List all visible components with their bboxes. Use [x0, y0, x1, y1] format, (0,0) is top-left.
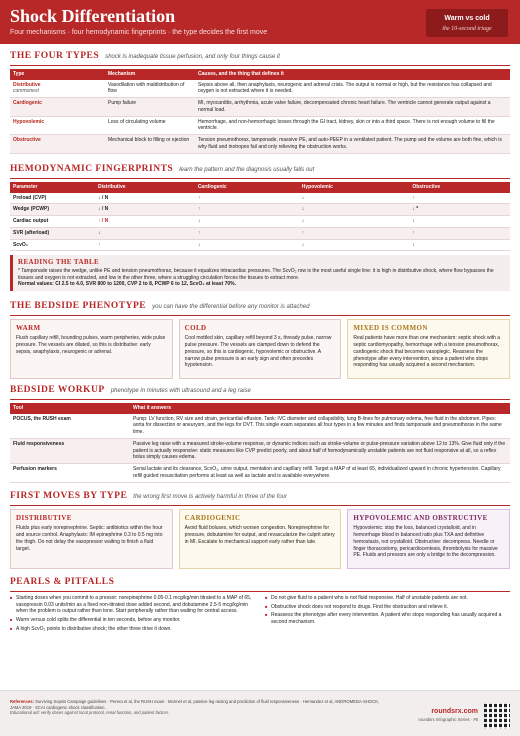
- table-row: [10, 438, 510, 463]
- arrow-cell: ↑: [195, 193, 299, 204]
- tool-cell: POCUS, the RUSH exam: [10, 414, 130, 439]
- card-title: HYPOVOLEMIC AND OBSTRUCTIVE: [353, 513, 488, 522]
- table-row: [10, 239, 510, 251]
- table-row: [10, 216, 510, 228]
- causes-cell: Hemorrhage, and non-hemorrhagic losses through the GI tract, kidney, skin or into a third space. There is not enough volume to fill the ventricle.: [195, 116, 510, 135]
- mixed-card: [347, 319, 510, 379]
- type-cell: Cardiogenic: [10, 98, 105, 117]
- arrow-cell: ↑: [299, 227, 410, 239]
- table-row: [10, 116, 510, 135]
- table-row: [10, 204, 510, 216]
- type-cell: Hypovolemic: [10, 116, 105, 135]
- table-row: [10, 227, 510, 239]
- arrow-cell: ↑: [409, 193, 510, 204]
- arrow-cell: ↑: [409, 227, 510, 239]
- answer-cell: Serial lactate and its clearance, ScvO₂, urine output, mentation and capillary refill. Target a MAP of at least 65, individualized upward in chronic hypertension. Capillary refill guided resuscitation performs at least as well as lactate and is available everywhere.: [130, 464, 510, 483]
- mechanism-cell: Vasodilation with maldistribution of flow: [105, 80, 195, 98]
- hypovolemic-obstructive-card: [347, 509, 510, 569]
- reading-heading: READING THE TABLE: [18, 258, 100, 267]
- arrow-cell: ↑: [195, 227, 299, 239]
- four-types-heading: THE FOUR TYPES: [10, 51, 100, 61]
- phenotype-heading: THE BEDSIDE PHENOTYPE: [10, 301, 147, 311]
- pearls-left-list: [10, 595, 255, 635]
- arrow-cell: ↓: [299, 239, 410, 251]
- table-row: [10, 80, 510, 98]
- col-header: Hypovolemic: [299, 182, 410, 193]
- fingerprints-section: [10, 163, 510, 291]
- card-text: Cool mottled skin, capillary refill beyond 3 s, thready pulse, narrow pulse pressure. The vessels are clamped down to defend the pressure, so this is cardiogenic, hypovolemic or obstructive. A narrow pulse pressure is an early sign and often precedes hypotension.: [184, 335, 332, 369]
- type-cell: Obstructive: [10, 135, 105, 154]
- normal-values: Normal values: CI 2.5 to 4.0, SVR 800 to 1200, CVP 2 to 8, PCWP 6 to 12, ScvO₂ at least 70%.: [18, 281, 236, 288]
- workup-table: [10, 403, 510, 483]
- col-header: Cardiogenic: [195, 182, 299, 193]
- table-row: [10, 98, 510, 117]
- card-title: CARDIOGENIC: [184, 513, 241, 522]
- mechanism-cell: Pump failure: [105, 98, 195, 117]
- badge-subtitle: the 10-second triage: [442, 26, 492, 33]
- col-header: Causes, and the thing that defines it: [195, 69, 510, 80]
- list-item: ■ A high ScvO₂ points to distributive shock; the other three drive it down.: [10, 626, 255, 633]
- cold-card: [179, 319, 342, 379]
- col-header: Type: [10, 69, 105, 80]
- arrow-cell: ↓: [409, 216, 510, 228]
- card-title: DISTRIBUTIVE: [16, 513, 72, 522]
- arrow-cell: ↓: [299, 204, 410, 216]
- causes-cell: MI, myocarditis, arrhythmia, acute valve failure, decompensated chronic heart failure. The ventricle cannot generate output against a normal load.: [195, 98, 510, 117]
- references-text: Surviving Sepsis Campaign guidelines · Perera et al, the RUSH exam · Monnet et al, passive leg raising and prediction of fluid responsiveness · Hernandez et al, ANDROMEDA-SHOCK, JAMA 2019 · SCAI cardiogenic shock classification.: [10, 699, 380, 710]
- param-cell: SVR (afterload): [10, 227, 95, 239]
- badge-title: Warm vs cold: [444, 15, 490, 22]
- page-title: Shock Differentiation: [10, 6, 176, 26]
- fingerprints-heading: HEMODYNAMIC FINGERPRINTS: [10, 164, 174, 174]
- param-cell: Cardiac output: [10, 216, 95, 228]
- tool-cell: Perfusion markers: [10, 464, 130, 483]
- col-header: What it answers: [130, 403, 510, 414]
- card-title: MIXED IS COMMON: [353, 323, 428, 332]
- card-text: Fluids plus early norepinephrine. Septic: antibiotics within the hour and source control. Anaphylaxis: IM epinephrine 0.3 to 0.5 mg into the thigh. Do not delay the vasopressor waiting to finish a fluid target.: [16, 525, 163, 552]
- pearls-section: [10, 576, 510, 635]
- col-header: Distributive: [95, 182, 195, 193]
- arrow-cell: ↓: [195, 216, 299, 228]
- workup-heading: BEDSIDE WORKUP: [10, 385, 105, 395]
- qr-code-icon: [484, 703, 510, 729]
- arrow-cell: ↓: [299, 193, 410, 204]
- workup-note: phenotype in minutes with ultrasound and a leg raise: [110, 388, 251, 394]
- distributive-card: [10, 509, 173, 569]
- arrow-cell: ↓ / N: [95, 204, 195, 216]
- card-text: Avoid fluid boluses, which worsen congestion. Norepinephrine for pressure, dobutamine for output, and revascularize the culprit artery in MI. Escalate to mechanical support early rather than late.: [184, 525, 335, 545]
- answer-cell: Passive leg raise with a measured stroke-volume response, or dynamic indices such as stroke-volume or pulse-pressure variation above 12 to 13%. Give fluid only if the patient is actually responsive: static measures like CVP predict poorly, and about half of hemodynamically unstable patients are not fluid responsive at all, so a reflex bolus simply causes edema.: [130, 438, 510, 463]
- list-item: ■ Warm versus cold splits the differential in ten seconds, before any monitor.: [10, 617, 255, 624]
- first-moves-heading: FIRST MOVES BY TYPE: [10, 491, 128, 501]
- card-text: Hypovolemic: stop the loss, balanced crystalloid, and in hemorrhage blood in balanced ratio plus TXA and definitive hemostasis, not crystalloid. Obstructive: decompress. Needle or finger thoracostomy, pericardiocentesis, thrombolysis for massive PE. Fluids and pressors are only a bridge to the decompression.: [353, 525, 498, 559]
- causes-cell: Tension pneumothorax, tamponade, massive PE, and auto-PEEP in a ventilated patient. The pump and the volume are both fine, which is why fluid and inotropes fail and only relieving the obstruction works.: [195, 135, 510, 154]
- first-moves-note: the wrong first move is actively harmful in three of the four: [133, 494, 288, 500]
- series-label: roundsrx Infographic Series · #8: [418, 717, 478, 722]
- arrow-cell: ↑: [95, 239, 195, 251]
- list-item: ■ Do not give fluid to a patient who is not fluid responsive. Half of unstable patients are not.: [265, 595, 510, 602]
- col-header: Obstructive: [409, 182, 510, 193]
- type-cell: Distributive commonest: [10, 80, 105, 98]
- arrow-cell: ↓: [95, 227, 195, 239]
- tool-cell: Fluid responsiveness: [10, 438, 130, 463]
- first-moves-section: [10, 490, 510, 569]
- card-text: Flush capillary refill, bounding pulses, warm peripheries, wide pulse pressure. The vessels are dilated, so this is distributive: early sepsis, anaphylaxis, neurogenic or adrenal.: [16, 335, 166, 355]
- page-header: [0, 0, 520, 44]
- warm-card: [10, 319, 173, 379]
- arrow-cell: ↑: [195, 204, 299, 216]
- fingerprints-note: learn the pattern and the diagnosis usually falls out: [179, 167, 315, 173]
- arrow-cell: ↑ / N: [95, 216, 195, 228]
- col-header: Tool: [10, 403, 130, 414]
- col-header: Mechanism: [105, 69, 195, 80]
- cardiogenic-card: [179, 509, 342, 569]
- param-cell: Preload (CVP): [10, 193, 95, 204]
- phenotype-section: [10, 300, 510, 379]
- card-title: WARM: [16, 323, 41, 332]
- disclaimer: Educational aid: verify doses against local protocol, renal function, and patient factors.: [10, 710, 170, 716]
- param-cell: ScvO₂: [10, 239, 95, 251]
- list-item: ■ Starting doses when you commit to a pressor: norepinephrine 0.05-0.1 mcg/kg/min titrated to a MAP of 65, vasopressin 0.03 units/min as a fixed non-titrated dose added second, and dobutamine 2.5-5 mcg/kg/min when the problem is output rather than tone. Start peripherally rather than waiting for central access.: [10, 595, 255, 615]
- phenotype-note: you can have the differential before any monitor is attached: [152, 304, 310, 310]
- page-footer: [0, 690, 520, 736]
- param-cell: Wedge (PCWP): [10, 204, 95, 216]
- reading-note: [10, 255, 510, 291]
- table-row: [10, 135, 510, 154]
- four-types-table: [10, 69, 510, 154]
- arrow-cell: ↓ / N: [95, 193, 195, 204]
- triage-badge: [426, 9, 508, 37]
- table-row: [10, 414, 510, 439]
- answer-cell: Pump: LV function, RV size and strain, pericardial effusion. Tank: IVC diameter and collapsibility, lung B-lines for pulmonary edema, free fluid in the abdomen. Pipes: aorta for dissection or aneurysm, and the legs for DVT. This single exam separates all four types in a few minutes and finds tamponade and pneumothorax in the same time.: [130, 414, 510, 439]
- arrow-cell: ↓: [299, 216, 410, 228]
- four-types-note: shock is inadequate tissue perfusion, and only four things cause it: [105, 54, 280, 60]
- causes-cell: Sepsis above all, then anaphylaxis, neurogenic and adrenal crisis. The output is normal or high, but the resistance has collapsed and oxygen is not extracted where it is needed.: [195, 80, 510, 98]
- mechanism-cell: Loss of circulating volume: [105, 116, 195, 135]
- arrow-cell: ↓ *: [409, 204, 510, 216]
- list-item: ■ Obstructive shock does not respond to drugs. Find the obstruction and relieve it.: [265, 604, 510, 611]
- reading-text: * Tamponade raises the wedge, unlike PE and tension pneumothorax, because it equalizes intracardiac pressures. The ScvO₂ row is the most useful single line: it is high in distributive shock, where flow bypasses the tissues and oxygen is not extracted, and low in the other three, where a struggling circulation forces the tissues to extract more.: [18, 267, 494, 281]
- pearls-right-list: [265, 595, 510, 635]
- pearls-heading: PEARLS & PITFALLS: [10, 577, 115, 587]
- arrow-cell: ↓: [409, 239, 510, 251]
- list-item: ■ Reassess the phenotype after every intervention. A patient who stops responding has usually acquired a second mechanism.: [265, 612, 510, 626]
- table-row: [10, 464, 510, 483]
- fingerprints-table: [10, 182, 510, 252]
- references: [10, 699, 390, 716]
- mechanism-cell: Mechanical block to filling or ejection: [105, 135, 195, 154]
- col-header: Parameter: [10, 182, 95, 193]
- table-row: [10, 193, 510, 204]
- site-link[interactable]: roundsrx.com: [431, 708, 478, 715]
- workup-section: [10, 384, 510, 483]
- card-text: Real patients have more than one mechanism: septic shock with a septic cardiomyopathy, hemorrhage with a tension pneumothorax, cardiogenic shock that becomes vasoplegic. Reassess the phenotype after every intervention, since a patient who stops responding has usually acquired a second mechanism.: [353, 335, 501, 369]
- four-types-section: [10, 50, 510, 154]
- page-subtitle: Four mechanisms · four hemodynamic fingerprints · the type decides the first move: [10, 29, 268, 36]
- arrow-cell: ↓: [195, 239, 299, 251]
- references-label: References:: [10, 699, 34, 704]
- card-title: COLD: [184, 323, 207, 332]
